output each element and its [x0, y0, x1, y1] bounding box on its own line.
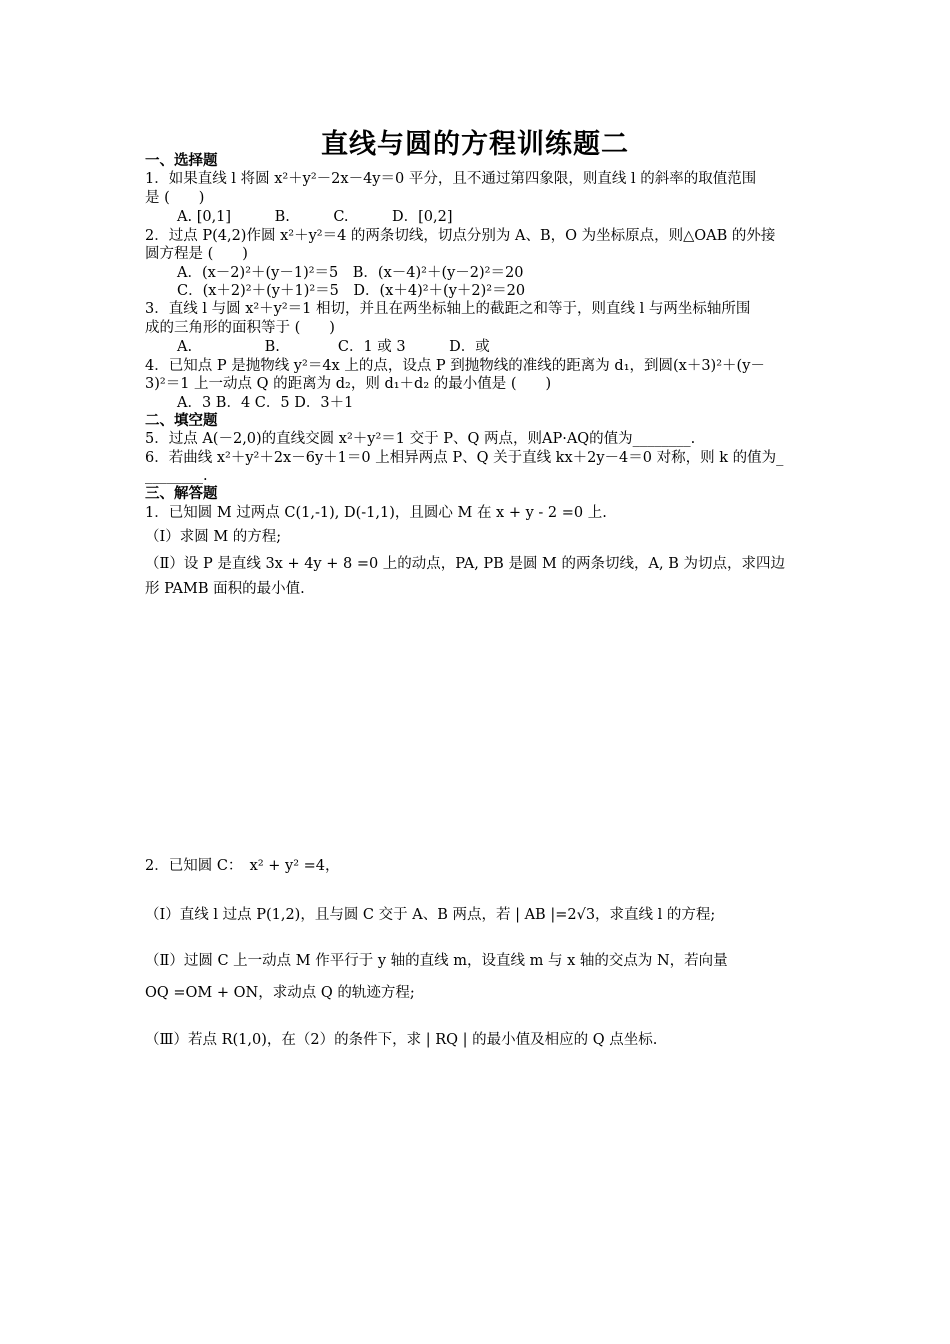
- question-3-line-1: 3．直线 l 与圆 x²＋y²＝1 相切，并且在两坐标轴上的截距之和等于，则直线 l 与两坐标轴所围: [145, 301, 751, 317]
- question-3-line-2: 成的三角形的面积等于 ( ): [145, 320, 335, 336]
- problem-1-part-1: （Ⅰ）求圆 M 的方程;: [145, 529, 282, 545]
- question-4-line-1: 4．已知点 P 是抛物线 y²＝4x 上的点，设点 P 到抛物线的准线的距离为 d₁，到圆(x＋3)²＋(y－: [145, 358, 765, 374]
- question-2-line-1: 2．过点 P(4,2)作圆 x²＋y²＝4 的两条切线，切点分别为 A、B，O 为坐标原点，则△OAB 的外接: [145, 228, 776, 244]
- problem-2-part-2: （Ⅱ）过圆 C 上一动点 M 作平行于 y 轴的直线 m，设直线 m 与 x 轴的交点为 N，若向量: [145, 953, 728, 969]
- problem-2-part-3: （Ⅲ）若点 R(1,0)，在（2）的条件下，求 | RQ | 的最小值及相应的 Q 点坐标.: [145, 1032, 658, 1048]
- problem-2-part-1: （Ⅰ）直线 l 过点 P(1,2)，且与圆 C 交于 A、B 两点，若 | AB |=2√3，求直线 l 的方程;: [145, 907, 716, 923]
- problem-2-line-1: 2．已知圆 C： x² + y² =4，: [145, 858, 340, 874]
- question-1-line-2: 是 ( ): [145, 190, 205, 206]
- question-3-options: A. B. C．1 或 3 D．或: [177, 339, 490, 355]
- question-1-options: A. [0,1] B. C. D．[0,2]: [177, 209, 453, 225]
- question-6-line-1: 6．若曲线 x²＋y²＋2x－6y＋1＝0 上相异两点 P、Q 关于直线 kx＋2y－4＝0 对称，则 k 的值为_: [145, 450, 784, 466]
- problem-1-line-1: 1．已知圆 M 过两点 C(1,-1), D(-1,1)，且圆心 M 在 x + y - 2 =0 上.: [145, 505, 607, 521]
- section-heading-solve: 三、解答题: [145, 486, 218, 502]
- question-4-options: A．3 B．4 C．5 D．3＋1: [177, 395, 354, 411]
- question-4-line-2: 3)²＝1 上一动点 Q 的距离为 d₂，则 d₁＋d₂ 的最小值是 ( ): [145, 376, 552, 392]
- question-2-options-ab: A．(x－2)²＋(y－1)²＝5 B．(x－4)²＋(y－2)²＝20: [177, 265, 524, 281]
- section-heading-fill: 二、填空题: [145, 413, 218, 429]
- problem-2-part-2-cont: OQ =OM + ON，求动点 Q 的轨迹方程;: [145, 985, 415, 1001]
- question-5: 5．过点 A(－2,0)的直线交圆 x²＋y²＝1 交于 P、Q 两点，则AP·AQ的值为________.: [145, 431, 696, 447]
- section-heading-choice: 一、选择题: [145, 153, 218, 169]
- page-title: 直线与圆的方程训练题二: [321, 129, 629, 160]
- question-6-line-2: ________.: [145, 468, 208, 484]
- problem-1-part-2-cont: 形 PAMB 面积的最小值.: [145, 581, 305, 597]
- problem-1-part-2: （Ⅱ）设 P 是直线 3x + 4y + 8 =0 上的动点，PA, PB 是圆 M 的两条切线，A, B 为切点，求四边: [145, 556, 785, 572]
- question-2-line-2: 圆方程是 ( ): [145, 246, 248, 262]
- question-2-options-cd: C．(x＋2)²＋(y＋1)²＝5 D．(x＋4)²＋(y＋2)²＝20: [177, 283, 526, 299]
- question-1-line-1: 1．如果直线 l 将圆 x²＋y²－2x－4y＝0 平分，且不通过第四象限，则直线 l 的斜率的取值范围: [145, 171, 757, 187]
